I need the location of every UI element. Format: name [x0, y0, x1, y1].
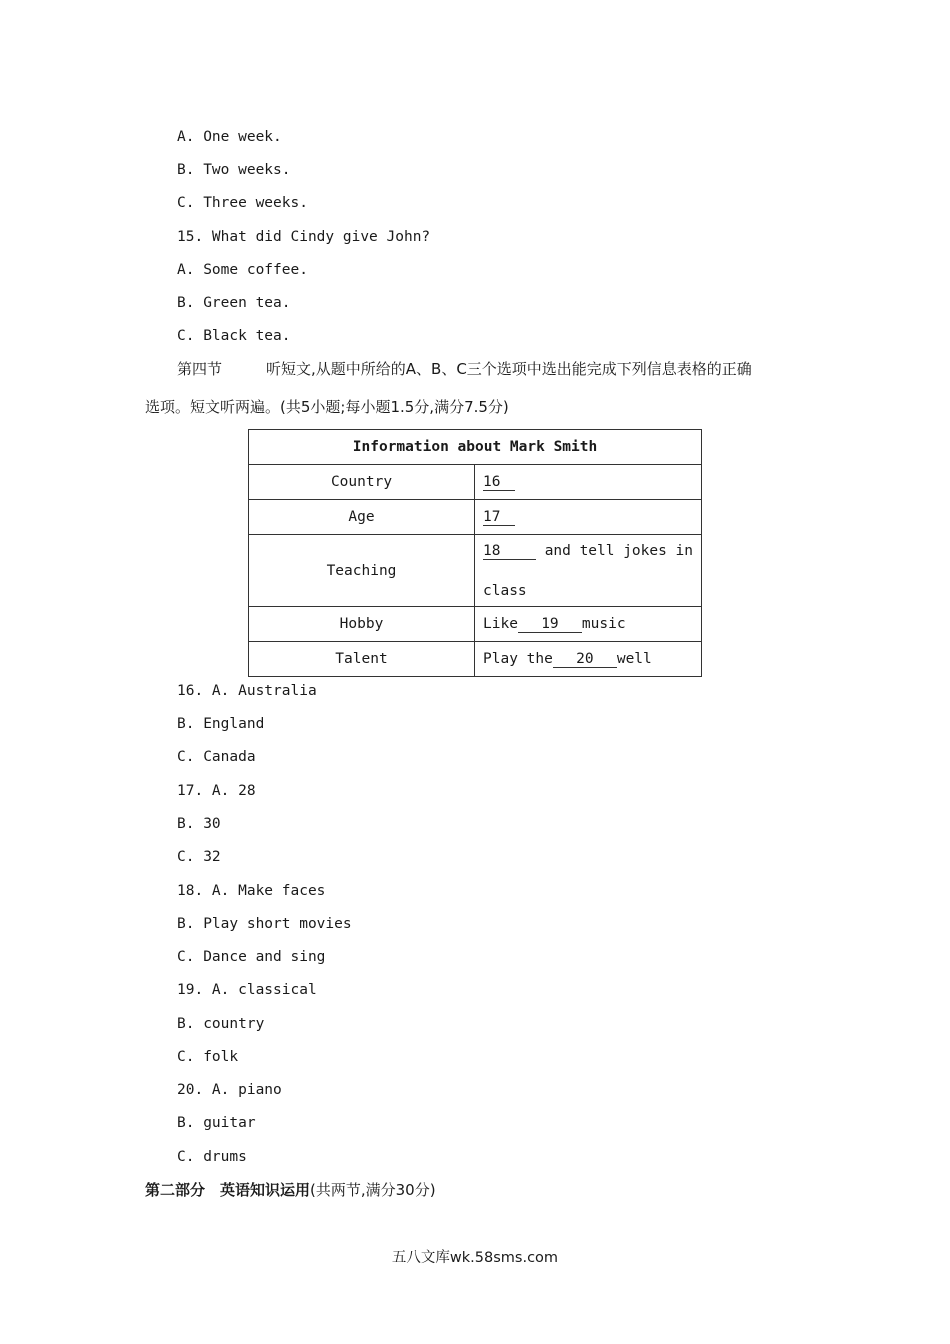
q18-option-c: C. Dance and sing: [177, 949, 326, 965]
row-label-hobby: Hobby: [249, 607, 475, 642]
table-title: Information about Mark Smith: [249, 430, 702, 465]
table-row: [249, 465, 702, 500]
row-label-talent: Talent: [249, 642, 475, 677]
table-row: [249, 642, 702, 677]
q20-option-a: 20. A. piano: [177, 1082, 282, 1098]
talent-after: well: [616, 650, 652, 667]
row-label-age: Age: [249, 500, 475, 535]
section4-instruction: [177, 358, 752, 380]
q19-option-b: B. country: [177, 1016, 265, 1032]
section4-heading: 第四节: [177, 360, 223, 378]
teaching-word-in: in: [675, 542, 693, 559]
page-footer: 五八文库wk.58sms.com: [391, 1250, 559, 1266]
part2-title: 第二部分 英语知识运用: [145, 1181, 311, 1199]
part2-heading: [145, 1180, 436, 1200]
talent-before: Play the: [483, 650, 553, 667]
section4-instruction-line2: 选项。短文听两遍。(共5小题;每小题1.5分,满分7.5分): [145, 398, 509, 416]
part2-detail: (共两节,满分30分): [310, 1181, 436, 1199]
row-value-teaching: [475, 535, 702, 607]
blank-20: 20: [553, 651, 617, 668]
table-row: [249, 500, 702, 535]
q15-option-b: B. Green tea.: [177, 295, 291, 311]
q16-option-b: B. England: [177, 716, 265, 732]
q15-question: 15. What did Cindy give John?: [177, 229, 431, 245]
q19-option-c: C. folk: [177, 1049, 239, 1065]
table-row: [249, 607, 702, 642]
q14-option-b: B. Two weeks.: [177, 162, 291, 178]
q20-option-c: C. drums: [177, 1149, 247, 1165]
teaching-word-jokes: jokes: [623, 542, 667, 559]
q15-option-a: A. Some coffee.: [177, 262, 308, 278]
hobby-before: Like: [483, 615, 518, 632]
row-value-talent: [475, 642, 702, 677]
blank-16: 16: [483, 474, 515, 491]
info-table: [248, 429, 702, 677]
row-value-hobby: [475, 607, 702, 642]
hobby-after: music: [581, 615, 626, 632]
blank-19: 19: [518, 616, 582, 633]
row-value-country: [475, 465, 702, 500]
q20-option-b: B. guitar: [177, 1115, 256, 1131]
q18-option-a: 18. A. Make faces: [177, 883, 326, 899]
row-label-country: Country: [249, 465, 475, 500]
q18-option-b: B. Play short movies: [177, 916, 352, 932]
q15-option-c: C. Black tea.: [177, 328, 291, 344]
table-row: [249, 535, 702, 607]
row-label-teaching: Teaching: [249, 535, 475, 607]
q17-option-b: B. 30: [177, 816, 221, 832]
q17-option-a: 17. A. 28: [177, 783, 256, 799]
q16-option-c: C. Canada: [177, 749, 256, 765]
q14-option-c: C. Three weeks.: [177, 195, 308, 211]
row-value-age: [475, 500, 702, 535]
q17-option-c: C. 32: [177, 849, 221, 865]
q14-option-a: A. One week.: [177, 129, 282, 145]
teaching-word-tell: tell: [579, 542, 615, 559]
teaching-line2: class: [483, 582, 527, 599]
teaching-word-and: and: [544, 542, 571, 559]
blank-18: 18: [483, 543, 536, 560]
blank-17: 17: [483, 509, 515, 526]
q16-option-a: 16. A. Australia: [177, 683, 317, 699]
section4-instruction-line1: 听短文,从题中所给的A、B、C三个选项中选出能完成下列信息表格的正确: [266, 360, 752, 378]
q19-option-a: 19. A. classical: [177, 982, 317, 998]
